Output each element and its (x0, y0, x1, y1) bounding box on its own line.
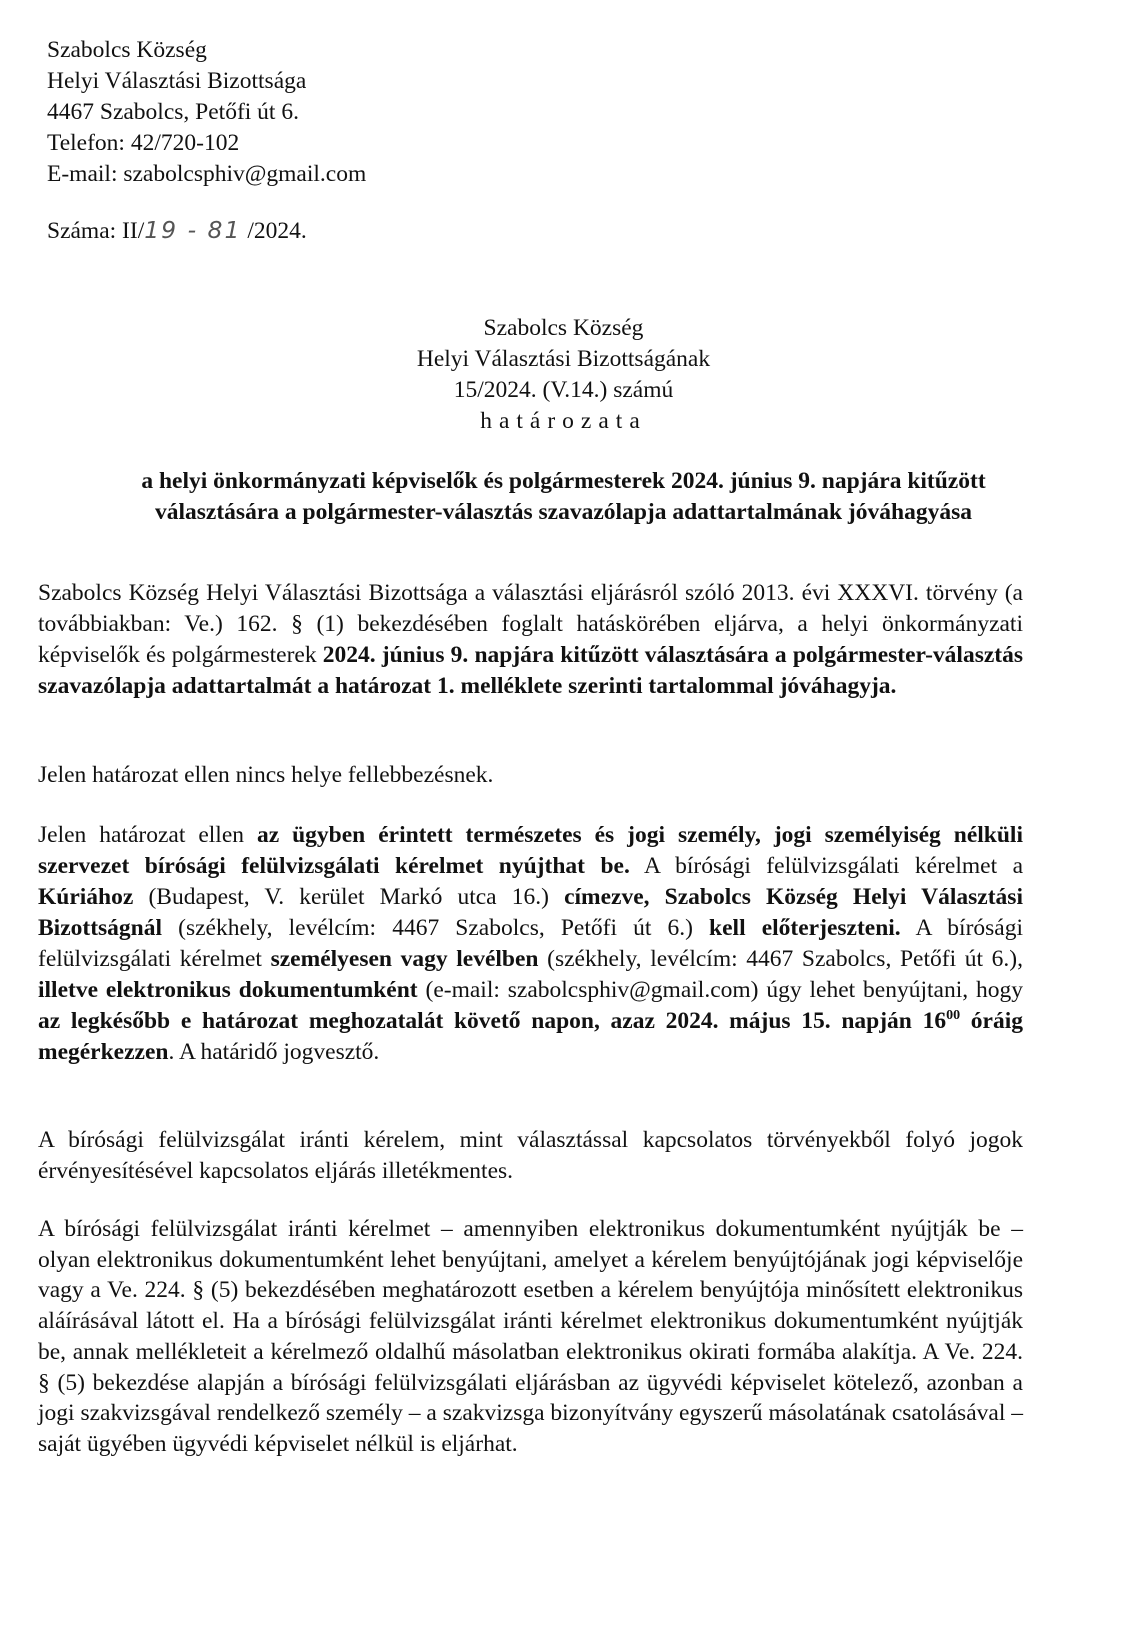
bold-run: óráig megérkezzen (38, 1008, 1023, 1065)
text-run: Szabolcs Község Helyi Választási Bizottsága a választási eljárásról szóló 2013. évi XXXVI. törvény (a továbbiakban: Ve.) 162. § (1) bekezdésében foglalt hatáskörében eljárva, a helyi önkormányzati képviselők és polgármesterek (38, 580, 1023, 668)
text-run: Jelen határozat ellen (38, 822, 257, 848)
title-line-3: 15/2024. (V.14.) számú (453, 377, 674, 403)
paragraph-electronic-submission (38, 1214, 1023, 1460)
bold-run: az legkésőbb e határozat meghozatalát követő napon, azaz 2024. május 15. napján 16 (38, 1008, 947, 1034)
paragraph-decision (38, 578, 1023, 702)
subject-line-2: választására a polgármester-választás szavazólapja adattartalmának jóváhagyása (155, 499, 972, 525)
bold-run: 2024. június 9. napjára kitűzött választására a polgármester-választás szavazólapja adattartalmát a határozat 1. melléklete szerinti tartalommal jóváhagyja. (38, 642, 1023, 699)
sender-name: Szabolcs Község (47, 37, 207, 63)
text-run: A bírósági felülvizsgálat iránti kérelmet – amennyiben elektronikus dokumentumként nyújtják be – olyan elektronikus dokumentumként lehet benyújtani, amelyet a kérelem benyújtójának jogi képviselője vagy a Ve. 224. § (5) bekezdésében meghatározott esetben a kérelem benyújtója minősített elektronikus aláírásával látott el. Ha a bírósági felülvizsgálat iránti kérelmet elektronikus dokumentumként nyújtják be, annak mellékleteit a kérelmező oldalhű másolatban elektronikus okirati formába alakítja. A Ve. 224. § (5) bekezdése alapján a bírósági felülvizsgálati eljárásban az ügyvédi képviselet kötelező, azonban a jogi szakvizsgával rendelkező személy – a szakvizsga bizonyítvány egyszerű másolatának csatolásával – saját ügyében ügyvédi képviselet nélkül is eljárhat. (38, 1216, 1023, 1457)
title-line-1: Szabolcs Község (483, 315, 644, 341)
title-line-2: Helyi Választási Bizottságának (416, 346, 711, 372)
bold-run: személyesen vagy levélben (270, 946, 539, 972)
reference-number (47, 216, 307, 245)
bold-run: Kúriához (38, 884, 134, 910)
text-run: (e-mail: szabolcsphiv@gmail.com) úgy lehet benyújtani, hogy (417, 977, 1023, 1003)
resolution-subject (60, 466, 1067, 528)
resolution-title (0, 313, 1127, 437)
subject-line-1: a helyi önkormányzati képviselők és polgármesterek 2024. június 9. napjára kitűzött (141, 468, 986, 494)
sender-committee: Helyi Választási Bizottsága (47, 68, 307, 94)
text-run: A bírósági felülvizsgálati kérelmet a (629, 853, 1023, 879)
reference-suffix: /2024. (241, 218, 307, 244)
text-run: A bírósági felülvizsgálati kérelmet (38, 915, 1024, 972)
text-run: (székhely, levélcím: 4467 Szabolcs, Petőfi út 6.), (538, 946, 1023, 972)
paragraph-judicial-review (38, 820, 1023, 1068)
sender-address: 4467 Szabolcs, Petőfi út 6. (47, 99, 299, 125)
text-run: Jelen határozat ellen nincs helye fellebbezésnek. (38, 762, 494, 788)
title-line-4: határozata (480, 408, 647, 434)
sender-block (47, 35, 366, 190)
bold-run: címezve, Szabolcs Község Helyi Választási Bizottságnál (38, 884, 1023, 941)
bold-run: kell előterjeszteni. (709, 915, 901, 941)
text-run: A bírósági felülvizsgálat iránti kérelem, mint választással kapcsolatos törvényekből folyó jogok érvényesítésével kapcsolatos eljárás illetékmentes. (38, 1127, 1023, 1184)
sender-email: E-mail: szabolcsphiv@gmail.com (47, 161, 367, 187)
bold-run: az ügyben érintett természetes és jogi személy, jogi személyiség nélküli szervezet bírósági felülvizsgálati kérelmet nyújthat be. (38, 822, 1023, 879)
paragraph-fee-exempt (38, 1125, 1023, 1187)
bold-run: illetve elektronikus dokumentumként (38, 977, 418, 1003)
text-run: (székhely, levélcím: 4467 Szabolcs, Petőfi út 6.) (162, 915, 710, 941)
reference-handwritten: 19 - 81 (144, 216, 242, 244)
paragraph-no-appeal (38, 760, 1023, 791)
text-run: (Budapest, V. kerület Markó utca 16.) (133, 884, 565, 910)
sender-phone: Telefon: 42/720-102 (47, 130, 240, 156)
text-run: . A határidő jogvesztő. (168, 1039, 380, 1065)
superscript: 00 (946, 1008, 961, 1024)
reference-prefix: Száma: II/ (47, 218, 145, 244)
